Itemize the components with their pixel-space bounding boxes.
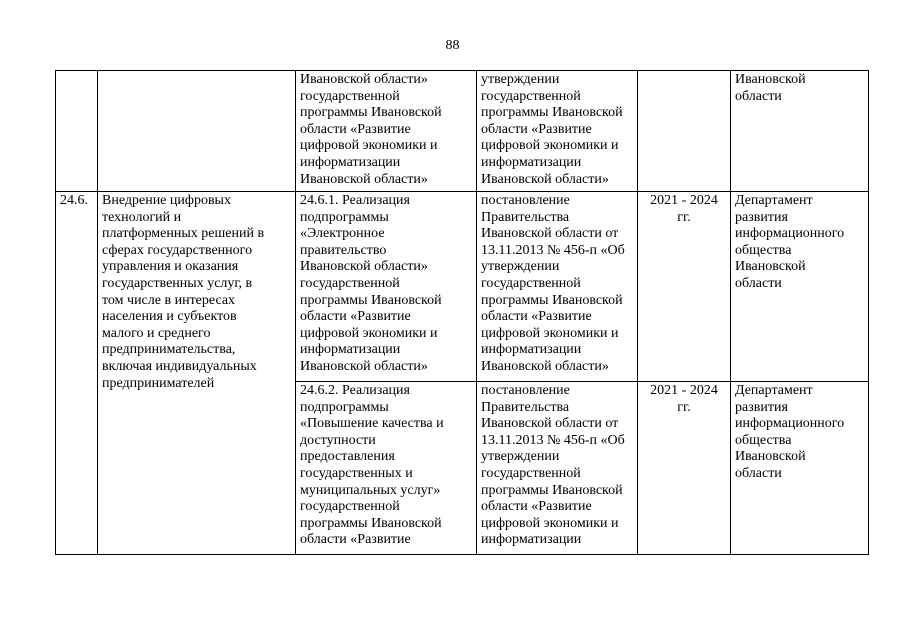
period-text: 2021 - 2024 гг. — [650, 383, 718, 415]
document-text: постановление Правительства Ивановской области от 13.11.2013 № 456-п «Об утверждении государственной программы Ивановской области «Развитие цифровой экономики и информатизации Ивановской области» — [481, 193, 625, 374]
executor-text: Ивановской области — [735, 72, 806, 104]
cell-period — [638, 382, 731, 555]
cell-number — [56, 192, 98, 555]
cell-number — [56, 71, 98, 192]
item-number: 24.6. — [60, 193, 88, 208]
executor-text: Департамент развития информационного общества Ивановской области — [735, 193, 845, 291]
cell-executor — [731, 192, 869, 382]
subprogram-text: Ивановской области» государственной программы Ивановской области «Развитие цифровой экономики и информатизации Ивановской области» — [300, 72, 442, 187]
cell-executor — [731, 71, 869, 192]
cell-document — [477, 192, 638, 382]
table-row-continuation — [56, 71, 869, 192]
measure-text: Внедрение цифровых технологий и платформенных решений в сферах государственного управления и оказания государственных услуг, в том числе в интересах населения и субъектов малого и среднего предпринимательства, включая индивидуальных предпринимателей — [102, 193, 265, 391]
table-row-24-6-1 — [56, 192, 869, 382]
cell-measure — [98, 71, 296, 192]
page-number: 88 — [445, 38, 460, 53]
cell-document — [477, 71, 638, 192]
measures-table — [55, 70, 869, 555]
executor-text: Департамент развития информационного общества Ивановской области — [735, 383, 845, 481]
cell-period — [638, 71, 731, 192]
cell-subprogram — [296, 192, 477, 382]
period-text: 2021 - 2024 гг. — [650, 193, 718, 225]
cell-document — [477, 382, 638, 555]
document-text: постановление Правительства Ивановской области от 13.11.2013 № 456-п «Об утверждении государственной программы Ивановской области «Развитие цифровой экономики и информатизации — [481, 383, 625, 548]
cell-period — [638, 192, 731, 382]
cell-subprogram — [296, 71, 477, 192]
cell-executor — [731, 382, 869, 555]
cell-measure — [98, 192, 296, 555]
subprogram-text: 24.6.1. Реализация подпрограммы «Электронное правительство Ивановской области» государственной программы Ивановской области «Развитие цифровой экономики и информатизации Ивановской области» — [300, 193, 442, 374]
document-text: утверждении государственной программы Ивановской области «Развитие цифровой экономики и информатизации Ивановской области» — [481, 72, 623, 187]
cell-subprogram — [296, 382, 477, 555]
subprogram-text: 24.6.2. Реализация подпрограммы «Повышение качества и доступности предоставления государственных и муниципальных услуг» государственной программы Ивановской области «Развитие — [300, 383, 444, 548]
